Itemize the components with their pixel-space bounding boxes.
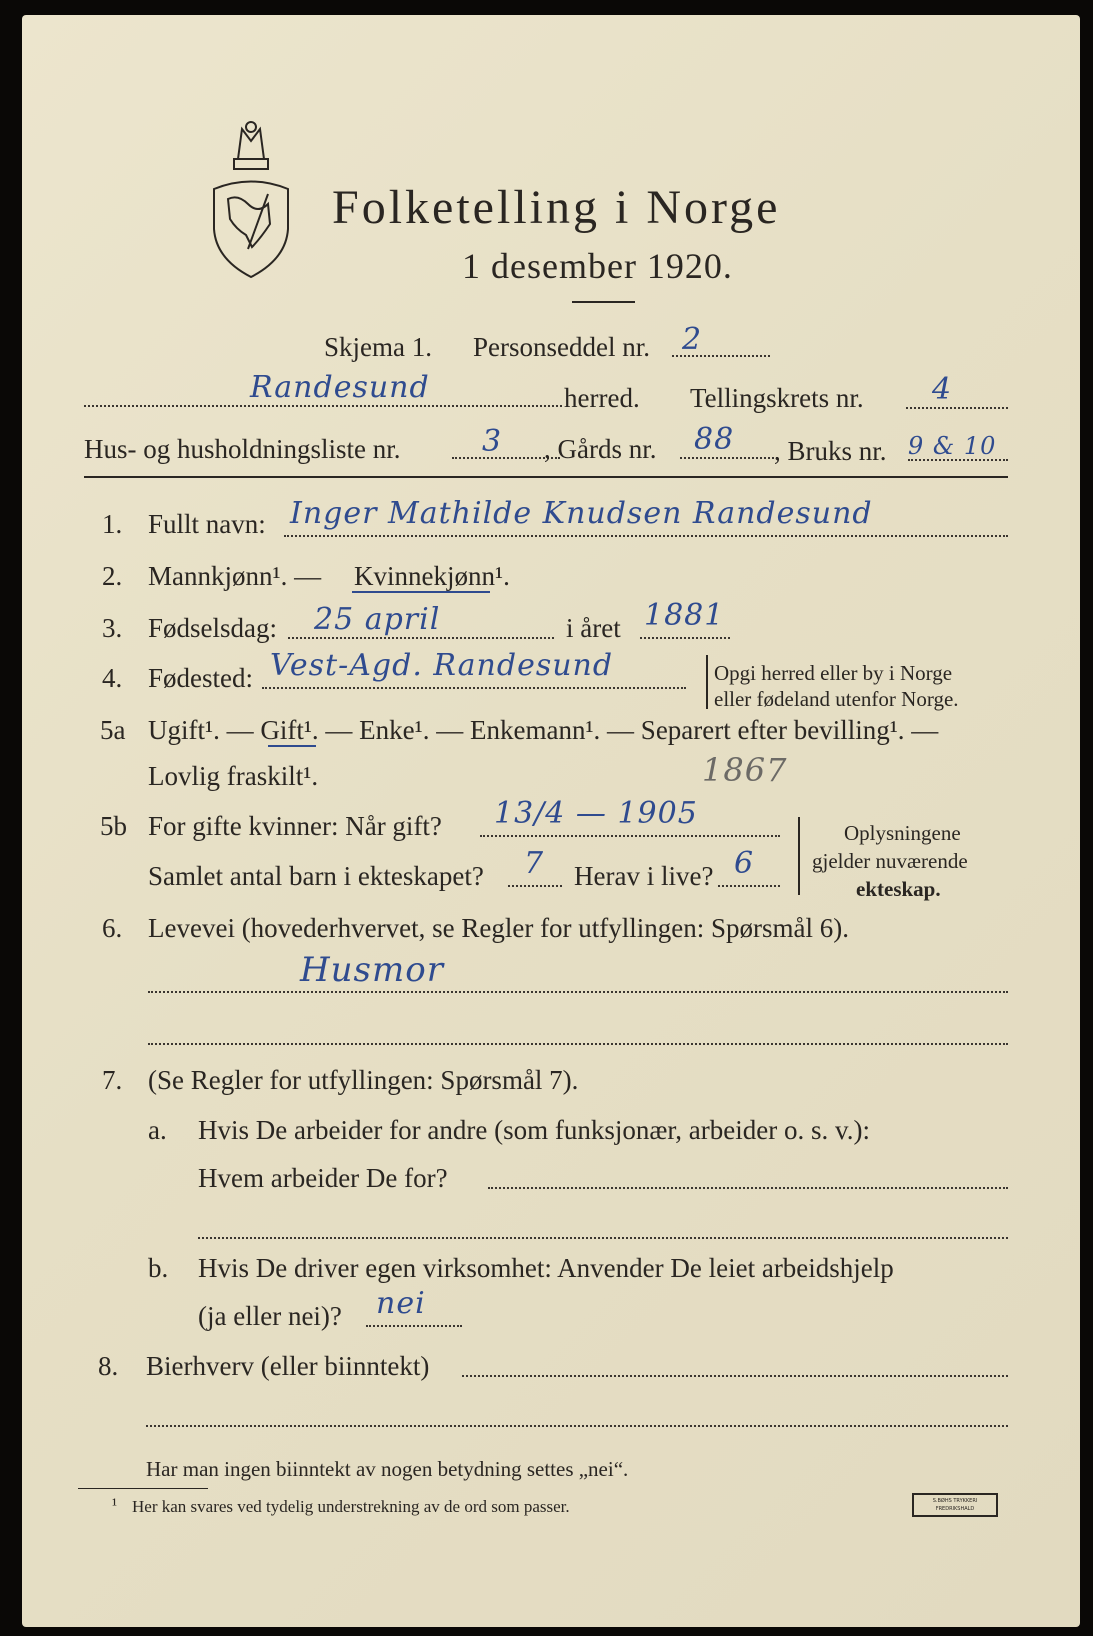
q6-number: 6. bbox=[102, 913, 123, 943]
q7-label: (Se Regler for utfyllingen: Spørsmål 7). bbox=[148, 1065, 579, 1095]
footnote-mark: ¹ bbox=[112, 1495, 118, 1514]
q2-number: 2. bbox=[102, 561, 123, 591]
printer-mark-text: S.BØHS TRYKKERI FREDRIKSHALD bbox=[932, 1498, 978, 1512]
q1-line bbox=[284, 535, 1008, 537]
q4-brace bbox=[706, 655, 708, 709]
birthplace-value[interactable]: Vest-Agd. Randesund bbox=[270, 648, 614, 683]
alive-label: Herav i live? bbox=[574, 861, 714, 891]
personseddel-value[interactable]: 2 bbox=[682, 322, 703, 357]
q7a-line-1 bbox=[488, 1187, 1008, 1189]
tellingskrets-line bbox=[906, 407, 1008, 409]
q3-label: Fødselsdag: bbox=[148, 613, 278, 643]
q8-label: Bierhverv (eller biinntekt) bbox=[146, 1351, 430, 1381]
personseddel-label: Personseddel nr. bbox=[473, 332, 650, 362]
marital-status-options[interactable]: Ugift¹. — Gift¹. — Enke¹. — Enkemann¹. — Separert efter bevilling¹. — bbox=[148, 715, 939, 745]
q3-line bbox=[288, 637, 554, 639]
printer-mark bbox=[912, 1493, 998, 1517]
income-note: Har man ingen biinntekt av nogen betydning settes „nei“. bbox=[146, 1457, 629, 1481]
year-line bbox=[640, 637, 730, 639]
q7b-label: Hvis De driver egen virksomhet: Anvender De leiet arbeidshjelp bbox=[198, 1253, 894, 1283]
q1-number: 1. bbox=[102, 509, 123, 539]
form-title: Folketelling i Norge bbox=[332, 181, 781, 234]
q5b-note-2: gjelder nuværende bbox=[812, 849, 968, 873]
gards-label: , Gårds nr. bbox=[544, 434, 657, 464]
header-divider bbox=[84, 476, 1008, 478]
q4-note-2: eller fødeland utenfor Norge. bbox=[714, 687, 959, 711]
q5b-brace bbox=[798, 817, 800, 895]
q8-number: 8. bbox=[98, 1351, 119, 1381]
female-underline bbox=[352, 591, 490, 593]
q5b-note-3: ekteskap. bbox=[856, 877, 941, 901]
female-option[interactable]: Kvinnekjønn¹. bbox=[354, 561, 510, 591]
q7b-line bbox=[366, 1325, 462, 1327]
q5b-note-1: Oplysningene bbox=[844, 821, 961, 845]
q7a-letter: a. bbox=[148, 1115, 167, 1145]
married-when-line bbox=[480, 835, 780, 837]
married-when-label: For gifte kvinner: Når gift? bbox=[148, 811, 442, 841]
q6-line-2 bbox=[148, 1043, 1008, 1045]
q7b-question: (ja eller nei)? bbox=[198, 1301, 342, 1331]
q7a-line-2 bbox=[198, 1237, 1008, 1239]
q5b-number: 5b bbox=[100, 811, 127, 841]
q7a-label: Hvis De arbeider for andre (som funksjonær, arbeider o. s. v.): bbox=[198, 1115, 870, 1145]
alive-line bbox=[718, 885, 780, 887]
tellingskrets-label: Tellingskrets nr. bbox=[690, 383, 864, 413]
married-when-value[interactable]: 13/4 — 1905 bbox=[494, 796, 698, 831]
q7b-letter: b. bbox=[148, 1253, 169, 1283]
skjema-label: Skjema 1. bbox=[324, 332, 432, 362]
occupation-value[interactable]: Husmor bbox=[300, 950, 444, 990]
q4-note-1: Opgi herred eller by i Norge bbox=[714, 661, 953, 685]
q7a-question: Hvem arbeider De for? bbox=[198, 1163, 448, 1193]
gards-value[interactable]: 88 bbox=[694, 422, 735, 457]
q4-label: Fødested: bbox=[148, 663, 253, 693]
full-name-value[interactable]: Inger Mathilde Knudsen Randesund bbox=[290, 496, 873, 531]
q4-line bbox=[262, 687, 686, 689]
lovlig-fraskilt-option[interactable]: Lovlig fraskilt¹. bbox=[148, 761, 319, 791]
gards-line bbox=[680, 457, 778, 459]
hus-label: Hus- og husholdningsliste nr. bbox=[84, 434, 401, 464]
bruks-label: , Bruks nr. bbox=[774, 436, 887, 466]
children-label: Samlet antal barn i ekteskapet? bbox=[148, 861, 484, 891]
q6-label: Levevei (hovederhvervet, se Regler for utfyllingen: Spørsmål 6). bbox=[148, 913, 850, 943]
herred-line bbox=[84, 405, 562, 407]
census-date: 1 desember 1920. bbox=[462, 246, 733, 286]
q7-number: 7. bbox=[102, 1065, 123, 1095]
year-label: i året bbox=[566, 613, 621, 643]
children-value[interactable]: 7 bbox=[524, 846, 545, 881]
q1-label: Fullt navn: bbox=[148, 509, 266, 539]
norwegian-lion-crest-icon bbox=[208, 119, 294, 281]
tellingskrets-value[interactable]: 4 bbox=[932, 372, 953, 407]
footnote-text: Her kan svares ved tydelig understrekning av de ord som passer. bbox=[132, 1497, 570, 1516]
hired-help-value[interactable]: nei bbox=[376, 1286, 426, 1321]
census-form bbox=[22, 15, 1080, 1627]
birth-year-value[interactable]: 1881 bbox=[644, 598, 725, 633]
title-divider bbox=[572, 301, 635, 303]
male-option[interactable]: Mannkjønn¹. — bbox=[148, 561, 322, 591]
gift-underline bbox=[268, 745, 316, 747]
q3-number: 3. bbox=[102, 613, 123, 643]
q8-line-2 bbox=[146, 1425, 1008, 1427]
bruks-value[interactable]: 9 & 10 bbox=[908, 432, 997, 460]
herred-value[interactable]: Randesund bbox=[250, 370, 430, 405]
children-line bbox=[508, 885, 562, 887]
herred-label: herred. bbox=[564, 383, 640, 413]
hus-value[interactable]: 3 bbox=[482, 424, 503, 459]
birthday-value[interactable]: 25 april bbox=[314, 602, 441, 637]
q5a-number: 5a bbox=[100, 715, 126, 745]
footnote-divider bbox=[78, 1488, 208, 1489]
alive-value[interactable]: 6 bbox=[734, 846, 755, 881]
marginal-annotation: 1867 bbox=[702, 751, 788, 789]
q8-line-1 bbox=[462, 1375, 1008, 1377]
q6-line-1 bbox=[148, 991, 1008, 993]
q4-number: 4. bbox=[102, 663, 123, 693]
